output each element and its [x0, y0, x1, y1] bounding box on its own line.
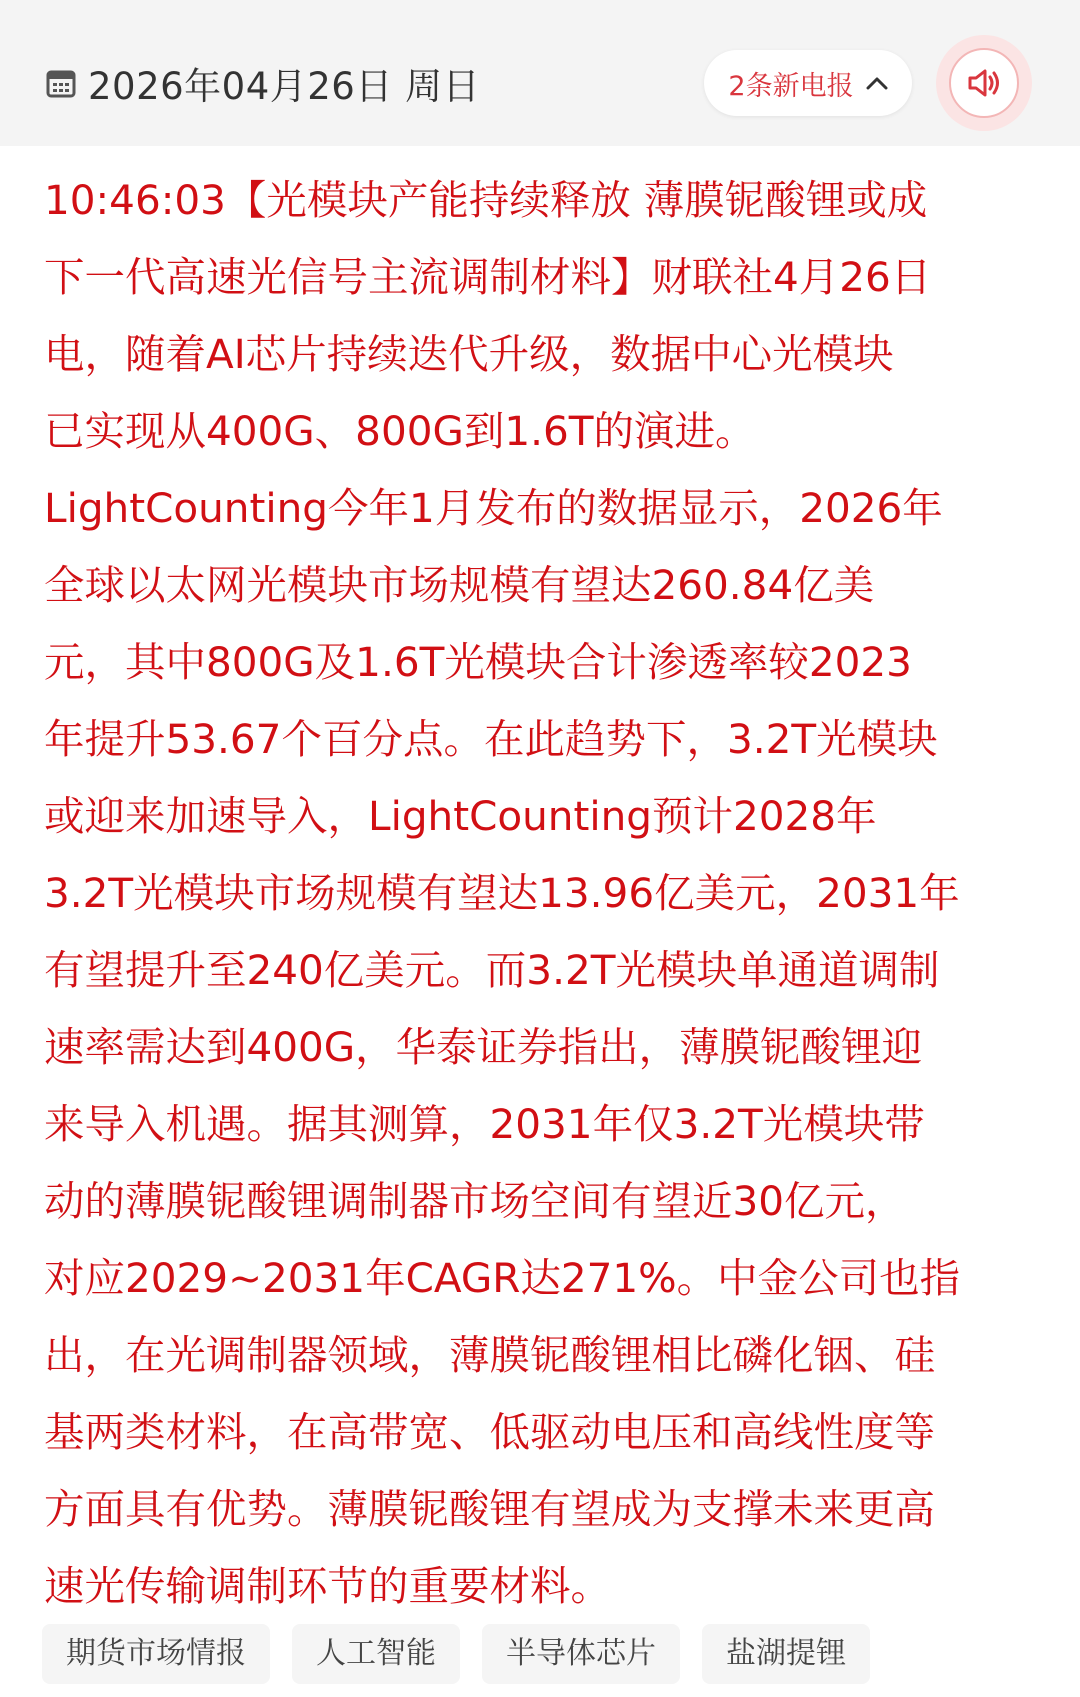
article-line: 对应2029~2031年CAGR达271%。中金公司也指	[44, 1254, 961, 1302]
tag-salt-lake-lithium[interactable]: 盐湖提锂	[702, 1624, 870, 1684]
tag-list	[42, 1624, 870, 1684]
article-line: 3.2T光模块市场规模有望达13.96亿美元，2031年	[44, 869, 960, 917]
article-line: 动的薄膜铌酸锂调制器市场空间有望近30亿元，	[44, 1177, 906, 1225]
article-line: 元，其中800G及1.6T光模块合计渗透率较2023	[44, 638, 912, 686]
date-display	[46, 58, 480, 108]
article-line: 电，随着AI芯片持续迭代升级，数据中心光模块	[44, 330, 894, 378]
article-line: 全球以太网光模块市场规模有望达260.84亿美	[44, 561, 875, 609]
chevron-up-icon	[866, 76, 888, 90]
article-line: 速光传输调制环节的重要材料。	[44, 1562, 611, 1610]
article-line: 已实现从400G、800G到1.6T的演进。	[44, 407, 756, 455]
new-telegrams-button[interactable]	[704, 50, 912, 116]
speaker-icon	[964, 63, 1004, 103]
article-line: 有望提升至240亿美元。而3.2T光模块单通道调制	[44, 946, 940, 994]
tag-artificial-intelligence[interactable]: 人工智能	[292, 1624, 460, 1684]
tag-futures-market-intel[interactable]: 期货市场情报	[42, 1624, 270, 1684]
sound-button-inner	[949, 48, 1019, 118]
tag-semiconductor-chips[interactable]: 半导体芯片	[482, 1624, 680, 1684]
article-line: 年提升53.67个百分点。在此趋势下，3.2T光模块	[44, 715, 938, 763]
new-telegrams-label: 2条新电报	[728, 70, 854, 102]
header-bar	[0, 0, 1080, 146]
sound-button[interactable]	[936, 35, 1032, 131]
calendar-icon	[46, 68, 76, 98]
article-line: 下一代高速光信号主流调制材料】财联社4月26日	[44, 253, 932, 301]
article-line: 出，在光调制器领域，薄膜铌酸锂相比磷化铟、硅	[44, 1331, 935, 1379]
date-text: 2026年04月26日 周日	[88, 65, 481, 108]
article-line: 方面具有优势。薄膜铌酸锂有望成为支撑未来更高	[44, 1485, 935, 1533]
article-line: 来导入机遇。据其测算，2031年仅3.2T光模块带	[44, 1100, 925, 1148]
article-line: LightCounting今年1月发布的数据显示，2026年	[44, 484, 943, 532]
article-line: 或迎来加速导入，LightCounting预计2028年	[44, 792, 877, 840]
telegram-content	[44, 162, 1044, 1625]
article-line: 速率需达到400G，华泰证券指出，薄膜铌酸锂迎	[44, 1023, 923, 1071]
article-line: 10:46:03【光模块产能持续释放 薄膜铌酸锂或成	[44, 176, 928, 224]
article-line: 基两类材料，在高带宽、低驱动电压和高线性度等	[44, 1408, 935, 1456]
